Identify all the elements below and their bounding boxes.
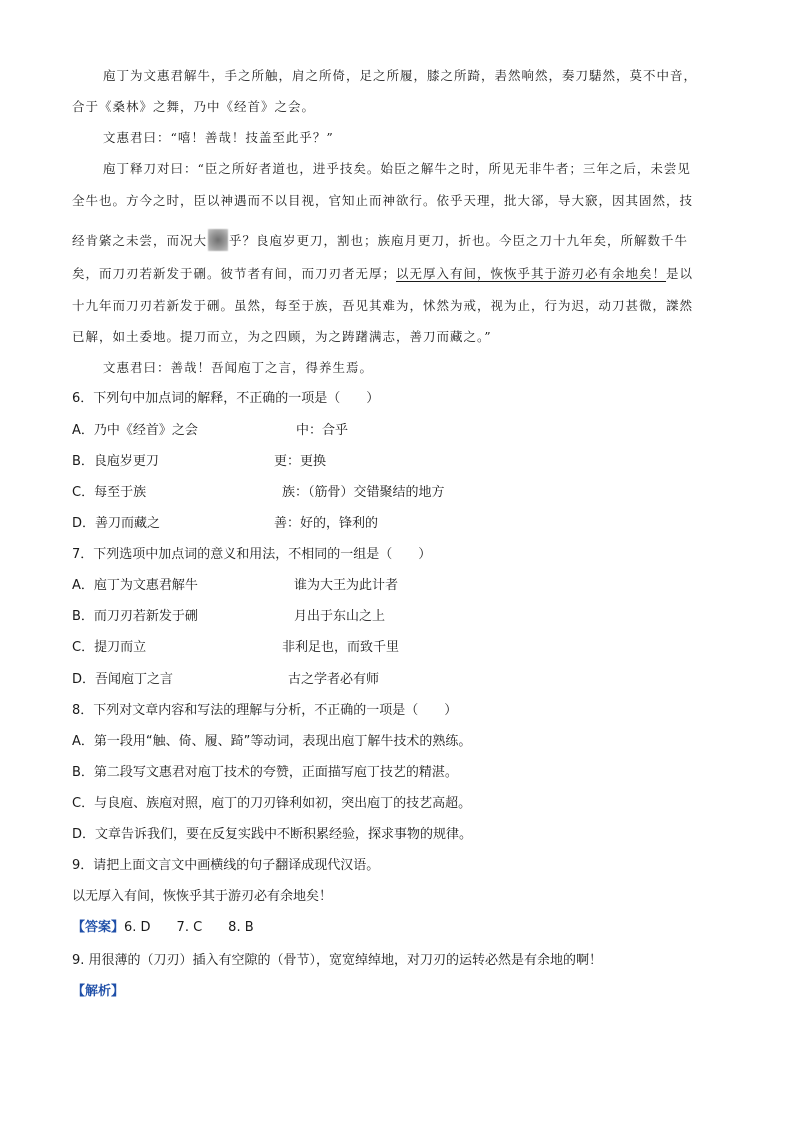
passage-p3-line4 (72, 266, 722, 282)
q7-option-b-left: B．而刀刃若新发于硎 (72, 609, 198, 624)
q7-option-b-right: 月出于东山之上 (294, 609, 386, 624)
q7-option-d (72, 672, 722, 688)
passage-p4: 文惠君曰：善哉！吾闻庖丁之言，得养生焉。 (103, 360, 374, 375)
passage-p3-line1: 庖丁释刀对曰：“臣之所好者道也，进乎技矣。始臣之解牛之时，所见无非牛者；三年之后，未尝见 (103, 161, 691, 176)
q9-stem: 9．请把上面文言文中画横线的句子翻译成现代汉语。 (72, 858, 380, 873)
q7-option-c-right: 非利足也，而致千里 (282, 640, 400, 655)
q7-option-a-left: A．庖丁为文惠君解牛 (72, 578, 198, 593)
blurred-character-image (208, 229, 228, 251)
q6-option-a (72, 423, 722, 439)
q6-option-a-right: 中：合乎 (296, 423, 349, 438)
passage-p1-line2: 合于《桑林》之舞，乃中《经首》之会。 (72, 99, 316, 114)
q8-stem: 8．下列对文章内容和写法的理解与分析，不正确的一项是（ ） (72, 703, 458, 718)
passage-p3-line4-start: 矣，而刀刃若新发于硎。彼节者有间，而刀刃者无厚； (72, 266, 397, 281)
q8-option-b: B．第二段写文惠君对庖丁技术的夸赞，正面描写庖丁技艺的精湛。 (72, 765, 458, 780)
q8-option-c: C．与良庖、族庖对照，庖丁的刀刃锋利如初，突出庖丁的技艺高超。 (72, 796, 472, 811)
passage-p3-line3-end: 乎？良庖岁更刀，割也；族庖月更刀，折也。今臣之刀十九年矣，所解数千牛 (229, 233, 689, 248)
answer-line (72, 920, 722, 936)
q6-stem: 6．下列句中加点词的解释，不正确的一项是（ ） (72, 391, 380, 406)
passage-p3-line4-end: 是以 (666, 266, 694, 281)
q6-option-c (72, 485, 722, 501)
passage-p3-line3 (72, 229, 722, 251)
passage-p3-line5: 十九年而刀刃若新发于硎。虽然，每至于族，吾见其难为，怵然为戒，视为止，行为迟，动刀甚微，謋然 (72, 298, 694, 313)
analysis-tag: 【解析】 (72, 984, 125, 999)
passage-p2: 文惠君曰：“嘻！善哉！技盖至此乎？” (103, 130, 334, 145)
q7-stem: 7．下列选项中加点词的意义和用法，不相同的一组是（ ） (72, 547, 432, 562)
q6-option-c-right: 族：（筋骨）交错聚结的地方 (282, 485, 445, 500)
q6-option-d (72, 516, 722, 532)
passage-p1-line1: 庖丁为文惠君解牛，手之所触，肩之所倚，足之所履，膝之所踦，砉然响然，奏刀騞然，莫不中音， (103, 68, 698, 83)
q7-option-d-left: D．吾闻庖丁之言 (72, 672, 174, 687)
underlined-sentence: 以无厚入有间，恢恢乎其于游刃必有余地矣！ (396, 266, 667, 281)
passage-p3-line2: 全牛也。方今之时，臣以神遇而不以目视，官知止而神欲行。依乎天理，批大郤，导大窾，因其固然，技 (72, 193, 694, 208)
q8-option-a: A．第一段用“触、倚、履、踦”等动词，表现出庖丁解牛技术的熟练。 (72, 734, 472, 749)
q9-sentence: 以无厚入有间，恢恢乎其于游刃必有余地矣！ (72, 889, 333, 904)
q7-option-c-left: C．提刀而立 (72, 640, 147, 655)
q7-option-c (72, 640, 722, 656)
q7-option-a-right: 谁为大王为此计者 (294, 578, 399, 593)
answer-q9: 9. 用很薄的（刀刃）插入有空隙的（骨节），宽宽绰绰地，对刀刃的运转必然是有余地的啊！ (72, 953, 603, 968)
q7-option-d-right: 古之学者必有师 (288, 672, 380, 687)
analysis-line (72, 984, 722, 1000)
q6-option-b-left: B．良庖岁更刀 (72, 454, 159, 469)
q6-option-d-right: 善：好的，锋利的 (274, 516, 379, 531)
q7-option-b (72, 609, 722, 625)
q6-option-d-left: D．善刀而藏之 (72, 516, 161, 531)
q6-option-c-left: C．每至于族 (72, 485, 147, 500)
answer-text: 6. D 7. C 8. B (124, 920, 254, 935)
q6-option-b-right: 更：更换 (274, 454, 327, 469)
q6-option-b (72, 454, 722, 470)
q7-option-a (72, 578, 722, 594)
passage-p3-line6: 已解，如土委地。提刀而立，为之四顾，为之踌躇满志，善刀而藏之。” (72, 329, 492, 344)
passage-p3-line3-start: 经肯綮之未尝，而况大 (72, 233, 208, 248)
answer-tag: 【答案】 (72, 920, 125, 935)
q8-option-d: D．文章告诉我们，要在反复实践中不断积累经验，探求事物的规律。 (72, 827, 473, 842)
q6-option-a-left: A．乃中《经首》之会 (72, 423, 198, 438)
